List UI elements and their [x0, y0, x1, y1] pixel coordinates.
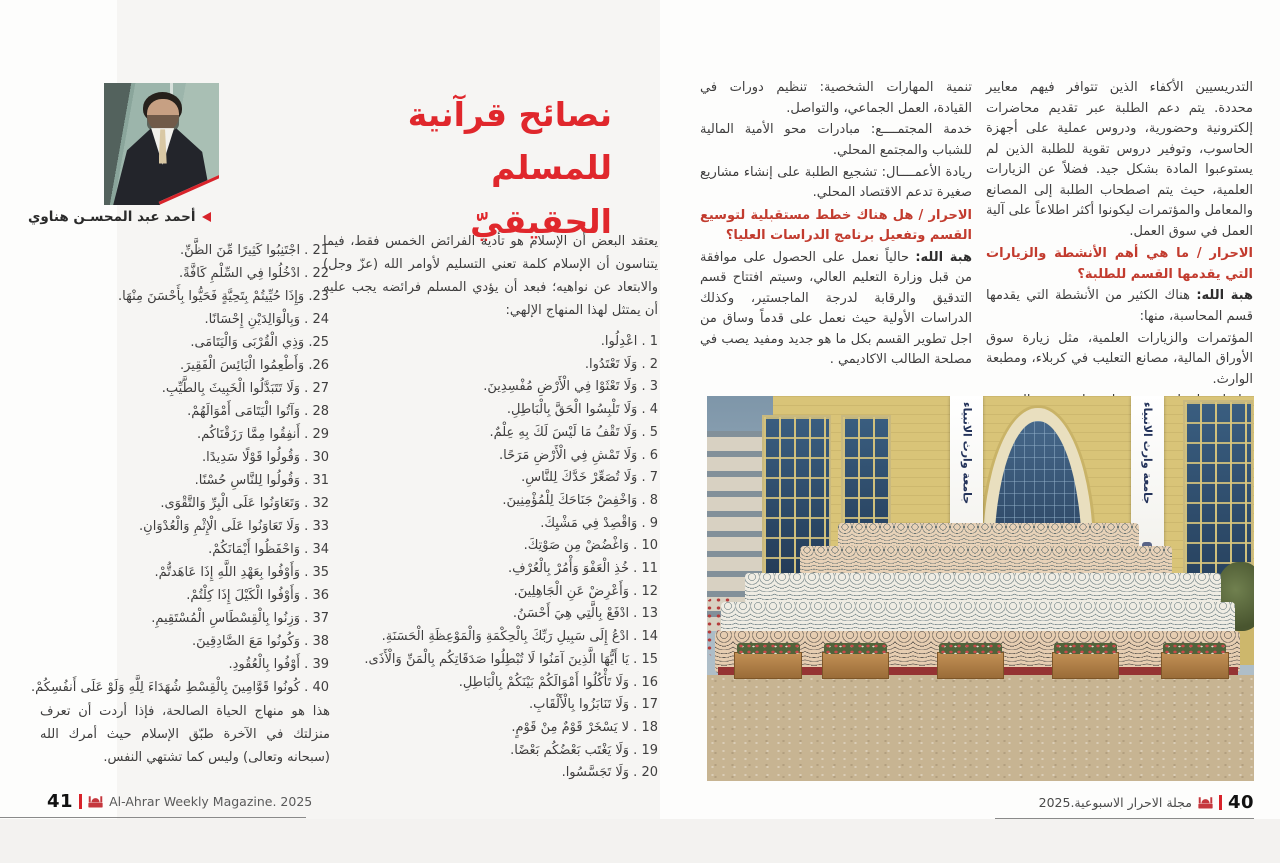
list-item: 25. وَذِي الْقُرْبَى وَالْيَتَامَى. [190, 335, 329, 350]
title-line: نصائح قرآنية [407, 95, 612, 134]
flower-planter [1052, 652, 1120, 679]
magazine-name-english: Al-Ahrar Weekly Magazine. 2025 [109, 794, 313, 809]
crowd-row-hijab [745, 573, 1221, 604]
list-item: 33 . وَلَا تَعَاوَنُوا عَلَى الْإِثْمِ وَالْعُدْوَانِ. [139, 519, 329, 534]
page-number: 41 [47, 791, 74, 812]
list-item: 35 . وَأَوْفُوا بِعَهْدِ اللَّهِ إِذَا عَاهَدتُّمْ. [154, 565, 329, 580]
list-item: 8 . وَاخْفِضْ جَنَاحَكَ لِلْمُؤْمِنِينَ. [502, 492, 658, 508]
quran-advice-list-1-20 [334, 331, 658, 785]
list-item: 11 . خُذِ الْعَفْوَ وَأْمُرْ بِالْعُرْفِ. [508, 561, 658, 577]
banner-text: جامعة وارث الانبياء [960, 402, 974, 505]
magazine-name-arabic: مجلة الاحرار الاسبوعية.2025 [1038, 795, 1192, 810]
list-item: 14 . ادْعُ إِلَى سَبِيلِ رَبِّكَ بِالْحِكْمَةِ وَالْمَوْعِظَةِ الْحَسَنَةِ. [381, 629, 658, 645]
list-item: 18 . لا يَسْخَرْ قَوْمٌ مِنْ قَوْمٍ. [511, 719, 658, 735]
crowd-row-hijab [721, 602, 1235, 635]
list-item: 2 . وَلَا تَعْتَدُوا. [584, 356, 658, 372]
list-item: 37 . وَزِنُوا بِالْقِسْطَاسِ الْمُسْتَقِيمِ. [151, 611, 329, 626]
magazine-logo-icon [1198, 795, 1213, 810]
list-item: 6 . وَلَا تَمْشِ فِي الْأَرْضِ مَرَحًا. [499, 447, 658, 463]
list-item: 1 . اعْدِلُوا. [600, 334, 658, 349]
activity-item: تنمية المهارات الشخصية: تنظيم دورات في القيادة، العمل الجماعي، والتواصل. [700, 80, 972, 116]
list-item: 9 . وَاقْصِدْ فِي مَشْيِكَ. [540, 515, 658, 531]
speaker-name: هبة الله: [1196, 288, 1253, 304]
list-item: 30 . وَقُولُوا قَوْلًا سَدِيدًا. [202, 450, 329, 465]
byline-triangle-icon [202, 212, 211, 222]
group-photo [707, 396, 1254, 781]
flower-planter [1161, 652, 1229, 679]
list-item: 3 . وَلَا تَعْثَوْا فِي الْأَرْضِ مُفْسِدِينَ. [483, 379, 658, 395]
red-divider [1219, 795, 1222, 810]
activity-item: خدمة المجتمــــع: مبادرات محو الأمية المالية للشباب والمجتمع المحلي. [700, 122, 972, 158]
title-line: للمسلم الحقيقيّ [470, 148, 612, 241]
article-intro: يعتقد البعض أن الإسلام هو تأدية الفرائض الخمس فقط، فيما يتناسون أن الإسلام كلمة تعني التسليم لأوامر الله (عزّ وجل) والابتعاد عن نواهيه؛ فبعد أن يؤدي المسلم فرائضه يجب عليه أن يمتثل لهذا المنهاج الإلهي: [323, 234, 658, 318]
interview-answer: هبة الله: حالياً نعمل على الحصول على موافقة من قبل وزارة التعليم العالي، وسيتم افتتاح قسم التدقيق والرقابة لدرجة الماجستير، وكذلك الدراسات الأولية حيث نعمل على قدماً وساق من اجل تطوير القسم بكل ما هو جديد ومفيد يصب في مصلحة الطالب الاكاديمي . [700, 249, 972, 368]
flower-planter [937, 652, 1005, 679]
answer-bullet: المؤتمرات والزيارات العلمية، مثل زيارة سوق الأوراق المالية، مصانع التعليب في كربلاء، ومطبعة الوارث. [986, 330, 1253, 387]
footer-rule [995, 818, 1254, 819]
author-photo [104, 83, 219, 205]
list-item: 27 . وَلَا تَتَبَدَّلُوا الْخَبِيثَ بِالطَّيِّبِ. [161, 381, 329, 396]
list-item: 29 . أَنفِقُوا مِمَّا رَزَقْنَاكُم. [197, 427, 329, 442]
interview-answer: هبة الله: هناك الكثير من الأنشطة التي يقدمها قسم المحاسبة، منها: [986, 288, 1253, 324]
interview-column-right [986, 78, 1253, 434]
list-item: 16 . وَلَا تَأْكُلُوا أَمْوَالَكُمْ بَيْنَكُمْ بِالْبَاطِلِ. [458, 674, 658, 690]
crowd-row [800, 546, 1172, 575]
bottom-margin-strip [0, 819, 1280, 863]
page-number: 40 [1227, 792, 1254, 813]
list-item: 7 . وَلَا تُصَعِّرْ خَدَّكَ لِلنَّاسِ. [521, 470, 658, 486]
author-byline [28, 209, 220, 225]
article-title [358, 88, 612, 248]
magazine-logo-icon [88, 794, 103, 809]
interview-column-left [700, 78, 972, 372]
list-item: 26. وَأَطْعِمُوا الْبَائِسَ الْفَقِيرَ. [179, 358, 329, 373]
list-item: 10 . وَاغْضُضْ مِن صَوْتِكَ. [523, 538, 658, 554]
interview-question: الاحرار / هل هناك خطط مستقبلية لتوسيع القسم وتفعيل برنامج الدراسات العليا؟ [700, 207, 972, 244]
list-item: 28 . وَآتُوا الْيَتَامَى أَمْوَالَهُمْ. [187, 404, 329, 419]
list-item: 23. وَإِذَا حُيِّيتُمْ بِتَحِيَّةٍ فَحَيُّوا بِأَحْسَنَ مِنْهَا. [118, 289, 329, 304]
list-item: 20 . وَلَا تَجَسَّسُوا. [561, 765, 658, 781]
article-closing: هذا هو منهاج الحياة الصالحة، فإذا أردت أن تعرف منزلتك في الآخرة طبّق الإسلام حيث أمرك الله (سبحانه وتعالى) وليس كما تشتهي النفس. [40, 704, 330, 765]
list-item: 21 . اجْتَنِبُوا كَثِيرًا مِّنَ الظَّنِّ. [179, 243, 329, 258]
interview-question: الاحرار / ما هي أهم الأنشطة والزيارات التي يقدمها القسم للطلبة؟ [986, 246, 1253, 282]
list-item: 38 . وَكُونُوا مَعَ الصَّادِقِينَ. [192, 634, 329, 649]
list-item: 15 . يَا أَيُّهَا الَّذِينَ آمَنُوا لَا تُبْطِلُوا صَدَقَاتِكُم بِالْمَنِّ وَالْأَذَى. [364, 651, 658, 667]
interview-paragraph: التدريسيين الأكفاء الذين تتوافر فيهم معايير محددة. يتم دعم الطلبة عبر تقديم محاضرات إلكترونية وحضورية، ودروس عملية على أجهزة الحاسوب، وتوفير دروس تقوية للطلبة الذين لم يستوعبوا المادة بشكل جيد. فضلاً عن الزيارات العلمية، حيث يتم اصطحاب الطلبة إلى المصانع والمعامل والمؤتمرات ليكونوا أكثر اطلاعاً على آلية العمل في سوق العمل. [986, 80, 1253, 239]
list-item: 19 . وَلَا يَغْتَب بَعْضُكُم بَعْضًا. [510, 742, 658, 758]
list-item: 4 . وَلَا تَلْبِسُوا الْحَقَّ بِالْبَاطِلِ. [506, 402, 658, 418]
footer-right [993, 792, 1254, 813]
gravel-courtyard [707, 675, 1254, 781]
list-item: 34 . وَاحْفَظُوا أَيْمَانَكُمْ. [208, 542, 329, 557]
list-item: 31 . وَقُولُوا لِلنَّاسِ حُسْنًا. [194, 473, 329, 488]
list-item: 40 . كُونُوا قَوَّامِينَ بِالْقِسْطِ شُهَدَاءَ لِلَّهِ وَلَوْ عَلَى أَنفُسِكُمْ. [31, 680, 329, 695]
speaker-name: هبة الله: [915, 249, 972, 265]
red-divider [79, 794, 82, 809]
footer-left [47, 791, 312, 812]
banner-text: جامعة وارث الانبياء [1140, 402, 1154, 505]
list-item: 24 . وَبِالْوَالِدَيْنِ إِحْسَانًا. [204, 312, 329, 327]
activities-list [700, 78, 972, 204]
flower-planter [734, 652, 802, 679]
list-item: 36 . وَأَوْفُوا الْكَيْلَ إِذَا كِلْتُمْ. [186, 588, 329, 603]
list-item: 39 . أَوْفُوا بِالْعُقُودِ. [228, 657, 329, 672]
list-item: 32 . وَتَعَاوَنُوا عَلَى الْبِرِّ وَالتَّقْوَى. [160, 496, 329, 511]
list-item: 12 . وَأَعْرِضْ عَنِ الْجَاهِلِينَ. [513, 583, 658, 599]
list-item: 5 . وَلَا تَقْفُ مَا لَيْسَ لَكَ بِهِ عِلْمٌ. [489, 424, 658, 440]
quran-advice-list-21-40 [31, 239, 329, 699]
list-item: 22 . ادْخُلُوا فِي السِّلْمِ كَافَّةً. [178, 266, 329, 281]
activity-item: ريادة الأعمــــال: تشجيع الطلبة على إنشاء مشاريع صغيرة تدعم الاقتصاد المحلي. [700, 164, 972, 201]
list-item: 13 . ادْفَعْ بِالَّتِي هِيَ أَحْسَنُ. [512, 606, 658, 622]
flower-planter [822, 652, 890, 679]
list-item: 17 . وَلَا تَنَابَزُوا بِالْأَلْقَابِ. [529, 697, 658, 713]
author-name: أحمد عبد المحسـن هناوي [28, 209, 196, 225]
footer-rule [0, 817, 306, 818]
